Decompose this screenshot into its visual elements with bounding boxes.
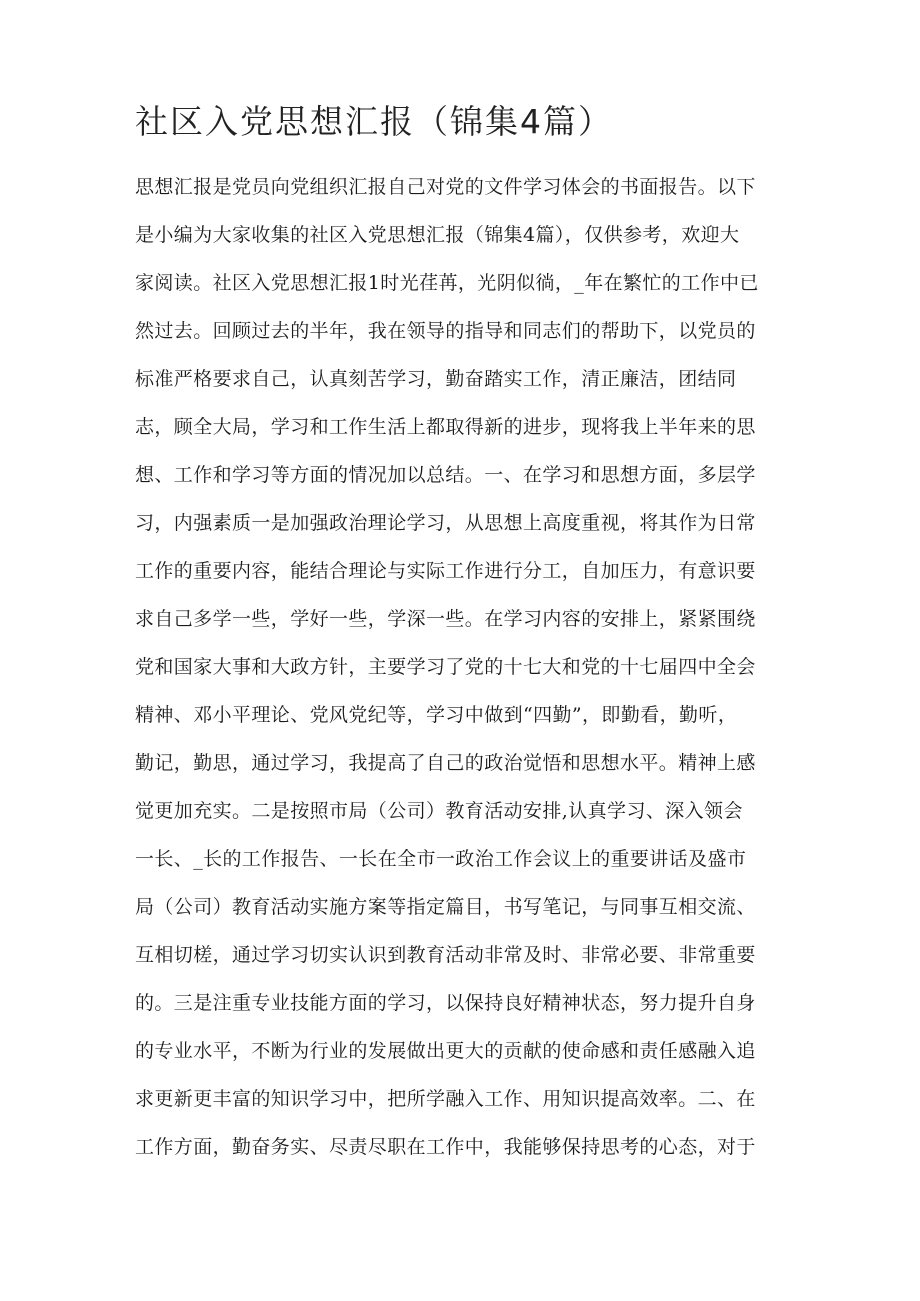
body-line: 家阅读。社区入党思想汇报1时光荏苒，光阴似徜，_年在繁忙的工作中已 bbox=[135, 272, 759, 294]
body-line: 的。三是注重专业技能方面的学习，以保持良好精神状态，努力提升自身 bbox=[135, 992, 756, 1014]
document-title: 社区入党思想汇报（锦集4篇） bbox=[135, 102, 613, 141]
body-line: 标准严格要求自己，认真刻苦学习，勤奋踏实工作，清正廉洁，团结同 bbox=[135, 368, 737, 390]
body-line: 党和国家大事和大政方针，主要学习了党的十七大和党的十七届四中全会 bbox=[135, 656, 756, 678]
body-line: 求更新更丰富的知识学习中，把所学融入工作、用知识提高效率。二、在 bbox=[135, 1088, 756, 1110]
body-line: 精神、邓小平理论、党风党纪等，学习中做到“四勤”，即勤看，勤听， bbox=[135, 704, 738, 726]
body-line: 一长、_长的工作报告、一长在全市一政治工作会议上的重要讲话及盛市 bbox=[135, 848, 747, 870]
body-line: 是小编为大家收集的社区入党思想汇报（锦集4篇），仅供参考，欢迎大 bbox=[135, 224, 740, 246]
body-line: 习，内强素质一是加强政治理论学习，从思想上高度重视，将其作为日常 bbox=[135, 512, 756, 534]
body-line: 然过去。回顾过去的半年，我在领导的指导和同志们的帮助下，以党员的 bbox=[135, 320, 756, 342]
body-line: 工作的重要内容，能结合理论与实际工作进行分工，自加压力，有意识要 bbox=[135, 560, 756, 582]
body-line: 想、工作和学习等方面的情况加以总结。一、在学习和思想方面，多层学 bbox=[135, 464, 756, 486]
body-line: 勤记，勤思，通过学习，我提高了自己的政治觉悟和思想水平。精神上感 bbox=[135, 752, 756, 774]
body-line: 志，顾全大局，学习和工作生活上都取得新的进步，现将我上半年来的思 bbox=[135, 416, 756, 438]
body-line: 工作方面，勤奋务实、尽责尽职在工作中，我能够保持思考的心态，对于 bbox=[135, 1136, 756, 1158]
body-line: 的专业水平，不断为行业的发展做出更大的贡献的使命感和责任感融入追 bbox=[135, 1040, 756, 1062]
body-line: 觉更加充实。二是按照市局（公司）教育活动安排,认真学习、深入领会 bbox=[135, 800, 743, 822]
body-line: 思想汇报是党员向党组织汇报自己对党的文件学习体会的书面报告。以下 bbox=[135, 176, 756, 198]
body-line: 求自己多学一些，学好一些，学深一些。在学习内容的安排上，紧紧围绕 bbox=[135, 608, 756, 630]
body-line: 局（公司）教育活动实施方案等指定篇目，书写笔记，与同事互相交流、 bbox=[135, 896, 756, 918]
body-line: 互相切槎，通过学习切实认识到教育活动非常及时、非常必要、非常重要 bbox=[135, 944, 756, 966]
